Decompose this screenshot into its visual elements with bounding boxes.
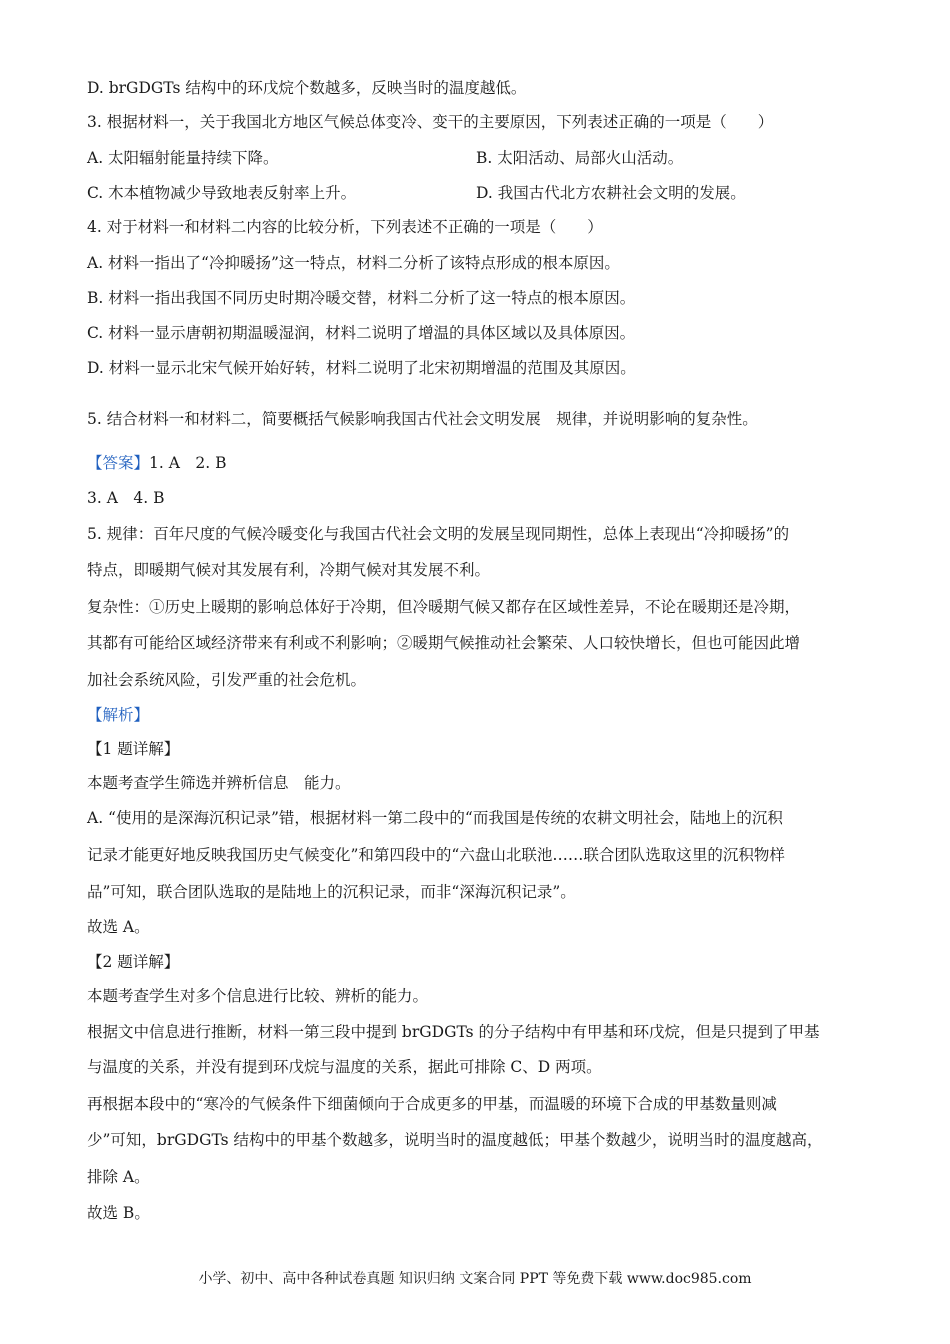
detail-1-line-4: 品”可知，联合团队选取的是陆地上的沉积记录，而非“深海沉积记录”。 <box>87 883 576 901</box>
detail-2-heading: 【2 题详解】 <box>87 953 180 971</box>
analysis-tag: 【解析】 <box>87 706 150 724</box>
answer-5-line-3: 复杂性：①历史上暖期的影响总体好于冷期，但冷暖期气候又都存在区域性差异，不论在暖期还是冷期， <box>87 598 801 616</box>
detail-1-conclusion: 故选 A。 <box>87 918 150 936</box>
question-5: 5. 结合材料一和材料二，简要概括气候影响我国古代社会文明发展 规律，并说明影响的复杂性。 <box>87 410 758 428</box>
answer-5-line-1: 5. 规律：百年尺度的气候冷暖变化与我国古代社会文明的发展呈现同期性，总体上表现出“冷抑暖扬”的 <box>87 525 790 543</box>
detail-1-line-2: A. “使用的是深海沉积记录”错，根据材料一第二段中的“而我国是传统的农耕文明社会，陆地上的沉积 <box>87 809 783 827</box>
detail-1-heading: 【1 题详解】 <box>87 740 180 758</box>
q3-option-c: C. 木本植物减少导致地表反射率上升。 <box>87 184 357 202</box>
option-d-line: D. brGDGTs 结构中的环戊烷个数越多，反映当时的温度越低。 <box>87 79 527 97</box>
q4-option-d: D. 材料一显示北宋气候开始好转，材料二说明了北宋初期增温的范围及其原因。 <box>87 359 636 377</box>
detail-1-line-1: 本题考查学生筛选并辨析信息 能力。 <box>87 774 351 792</box>
detail-2-line-3: 与温度的关系，并没有提到环戊烷与温度的关系，据此可排除 C、D 两项。 <box>87 1058 602 1076</box>
q3-option-b: B. 太阳活动、局部火山活动。 <box>476 149 684 167</box>
question-4: 4. 对于材料一和材料二内容的比较分析，下列表述不正确的一项是（ ） <box>87 218 603 236</box>
answer-values: 1. A 2. B <box>149 454 227 472</box>
q4-option-a: A. 材料一指出了“冷抑暖扬”这一特点，材料二分析了该特点形成的根本原因。 <box>87 254 620 272</box>
answer-5-line-2: 特点，即暖期气候对其发展有利，冷期气候对其发展不利。 <box>87 561 491 579</box>
q4-option-c: C. 材料一显示唐朝初期温暖湿润，材料二说明了增温的具体区域以及具体原因。 <box>87 324 636 342</box>
detail-2-line-2: 根据文中信息进行推断，材料一第三段中提到 brGDGTs 的分子结构中有甲基和环戊烷，但是只提到了甲基 <box>87 1023 820 1041</box>
answer-tag: 【答案】 <box>87 454 150 472</box>
detail-2-line-6: 排除 A。 <box>87 1168 150 1186</box>
answer-line <box>87 453 227 473</box>
answer-5-line-4: 其都有可能给区域经济带来有利或不利影响；②暖期气候推动社会繁荣、人口较快增长，但也可能因此增 <box>87 634 801 652</box>
page-footer: 小学、初中、高中各种试卷真题 知识归纳 文案合同 PPT 等免费下载 www.doc985.com <box>198 1271 752 1287</box>
q3-option-a: A. 太阳辐射能量持续下降。 <box>87 149 279 167</box>
question-3: 3. 根据材料一，关于我国北方地区气候总体变冷、变干的主要原因，下列表述正确的一项是（ ） <box>87 113 774 131</box>
detail-2-line-1: 本题考查学生对多个信息进行比较、辨析的能力。 <box>87 987 429 1005</box>
detail-2-line-4: 再根据本段中的“寒冷的气候条件下细菌倾向于合成更多的甲基，而温暖的环境下合成的甲基数量则减 <box>87 1095 777 1113</box>
answer-5-line-5: 加社会系统风险，引发严重的社会危机。 <box>87 671 367 689</box>
q3-option-d: D. 我国古代北方农耕社会文明的发展。 <box>476 184 746 202</box>
detail-1-line-3: 记录才能更好地反映我国历史气候变化”和第四段中的“六盘山北联池……联合团队选取这里的沉积物样 <box>87 846 785 864</box>
answer-line-2: 3. A 4. B <box>87 489 165 507</box>
detail-2-line-5: 少”可知，brGDGTs 结构中的甲基个数越多，说明当时的温度越低；甲基个数越少，说明当时的温度越高， <box>87 1131 823 1149</box>
detail-2-conclusion: 故选 B。 <box>87 1204 150 1222</box>
q4-option-b: B. 材料一指出我国不同历史时期冷暖交替，材料二分析了这一特点的根本原因。 <box>87 289 636 307</box>
